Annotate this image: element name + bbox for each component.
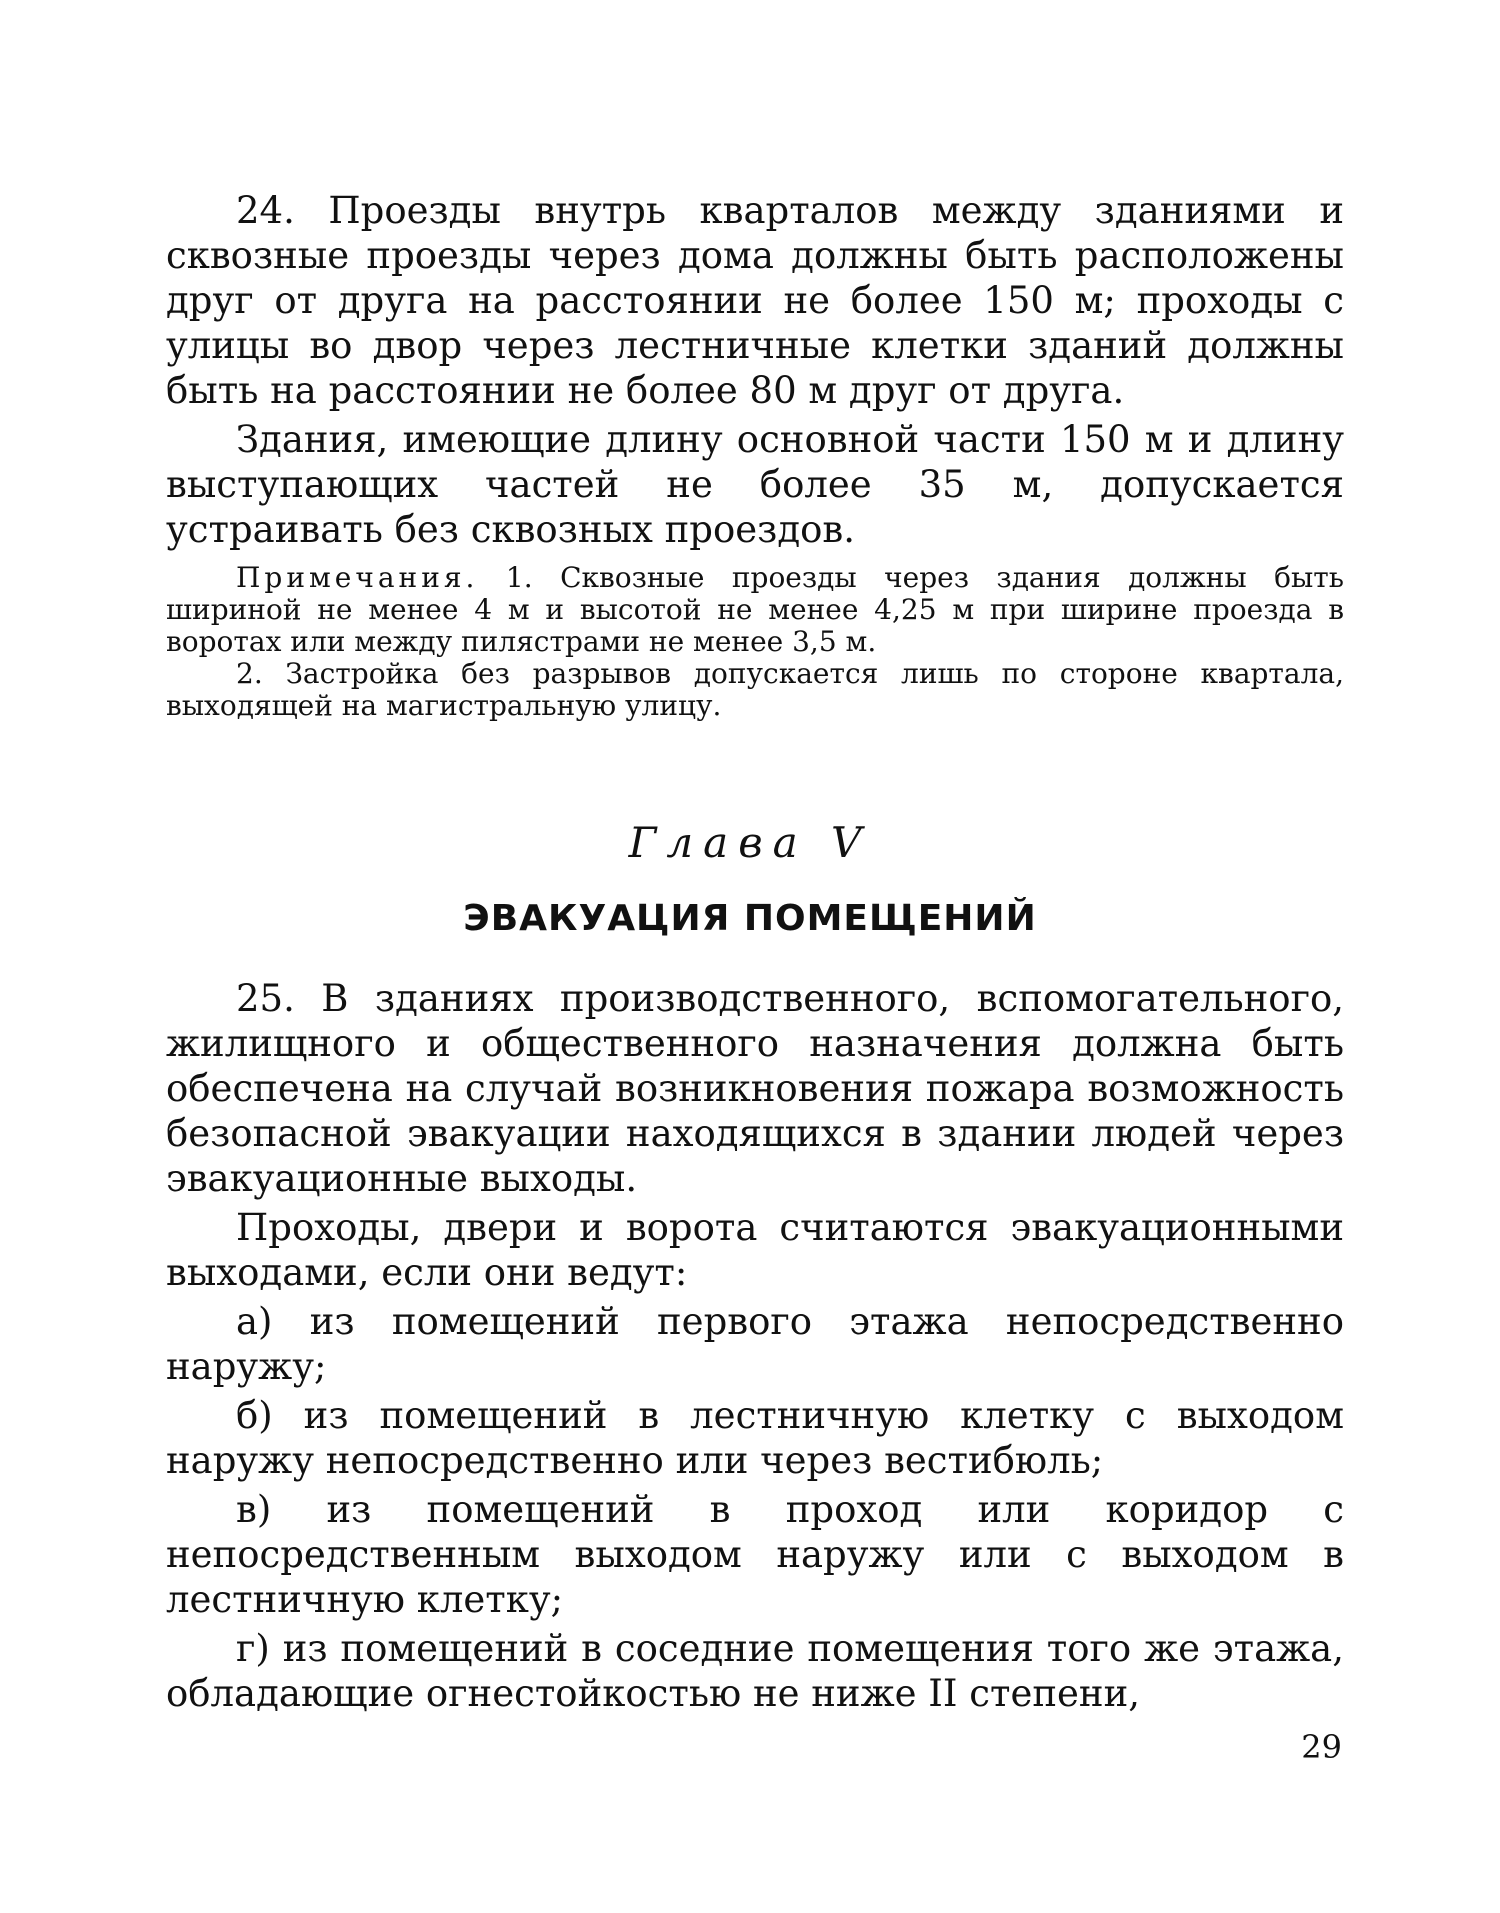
- paragraph-25: 25. В зданиях производственного, вспомогательного, жилищного и общественного назначения должна быть обеспечена на случай возникновения пожара возможность безопасной эвакуации находящихся в здании людей через эвакуационные выходы.: [166, 977, 1344, 1200]
- chapter-title: ЭВАКУАЦИЯ ПОМЕЩЕНИЙ: [463, 898, 1037, 939]
- note-1-text: 1. Сквозные проезды через здания должны быть шириной не менее 4 м и высотой не менее 4,25 м при ширине проезда в воротах или между пилястрами не менее 3,5 м.: [166, 561, 1344, 658]
- chapter-label: Глава V: [628, 818, 872, 867]
- paragraph-24-continuation: Здания, имеющие длину основной части 150 м и длину выступающих частей не более 35 м, допускается устраивать без сквозных проездов.: [166, 418, 1344, 551]
- list-item-g: г) из помещений в соседние помещения того же этажа, обладающие огнестойкостью не ниже II степени,: [166, 1627, 1344, 1715]
- list-item-a: а) из помещений первого этажа непосредственно наружу;: [166, 1300, 1344, 1388]
- section-bottom: [166, 976, 1344, 1716]
- note-1: [166, 562, 1344, 658]
- notes-block: [166, 562, 1344, 722]
- list-item-b: б) из помещений в лестничную клетку с выходом наружу непосредственно или через вестибюль;: [166, 1394, 1344, 1482]
- note-2: 2. Застройка без разрывов допускается лишь по стороне квартала, выходящей на магистральную улицу.: [166, 657, 1344, 722]
- paragraph-25-continuation: Проходы, двери и ворота считаются эвакуационными выходами, если они ведут:: [166, 1206, 1344, 1294]
- page-number: 29: [1301, 1728, 1342, 1766]
- section-top: [166, 188, 1344, 552]
- paragraph-24: 24. Проезды внутрь кварталов между зданиями и сквозные проезды через дома должны быть расположены друг от друга на расстоянии не более 150 м; проходы с улицы во двор через лестничные клетки зданий должны быть на расстоянии не более 80 м друг от друга.: [166, 189, 1344, 412]
- notes-label: Примечания.: [236, 561, 479, 594]
- list-item-v: в) из помещений в проход или коридор с непосредственным выходом наружу или с выходом в лестничную клетку;: [166, 1488, 1344, 1621]
